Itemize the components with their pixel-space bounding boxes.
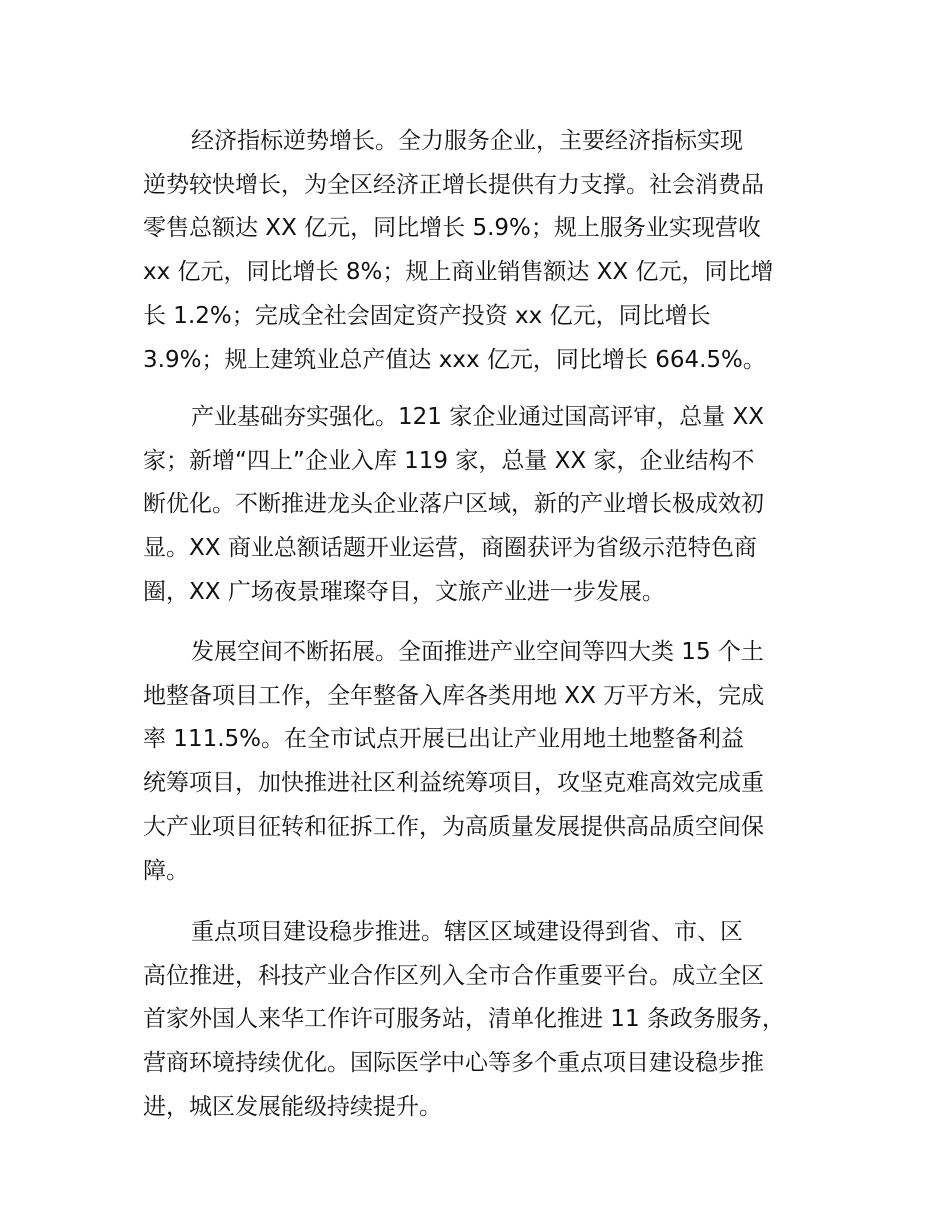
text-line: 经济指标逆势增长。全力服务企业，主要经济指标实现	[191, 128, 743, 154]
text-line: 长 1.2%；完成全社会固定资产投资 xx 亿元，同比增长	[143, 302, 711, 329]
text-line: xx 亿元，同比增长 8%；规上商业销售额达 XX 亿元，同比增	[143, 259, 774, 286]
text-line: 营商环境持续优化。国际医学中心等多个重点项目建设稳步推	[143, 1050, 764, 1077]
text-line: 重点项目建设稳步推进。辖区区域建设得到省、市、区	[191, 919, 743, 945]
text-line: 零售总额达 XX 亿元，同比增长 5.9%；规上服务业实现营收	[143, 215, 761, 242]
text-line: 产业基础夯实强化。121 家企业通过国高评审，总量 XX	[191, 404, 765, 430]
text-line: 发展空间不断拓展。全面推进产业空间等四大类 15 个土	[191, 639, 764, 665]
paragraph-economic-indicators	[143, 120, 843, 382]
text-line: 高位推进，科技产业合作区列入全市合作重要平台。成立全区	[143, 962, 764, 989]
text-line: 逆势较快增长，为全区经济正增长提供有力支撑。社会消费品	[143, 171, 764, 198]
text-line: 首家外国人来华工作许可服务站，清单化推进 11 条政务服务，	[143, 1006, 785, 1033]
paragraph-development-space	[143, 631, 843, 893]
text-line: 圈，XX 广场夜景璀璨夺目，文旅产业进一步发展。	[143, 578, 665, 605]
text-line: 显。XX 商业总额话题开业运营，商圈获评为省级示范特色商	[143, 535, 757, 562]
paragraph-industry-foundation	[143, 396, 843, 615]
text-line: 3.9%；规上建筑业总产值达 xxx 亿元，同比增长 664.5%。	[143, 346, 766, 373]
text-line: 地整备项目工作，全年整备入库各类用地 XX 万平方米，完成	[143, 682, 765, 709]
paragraph-key-projects	[143, 911, 843, 1130]
text-line: 大产业项目征转和征拆工作，为高质量发展提供高品质空间保	[143, 813, 764, 840]
text-line: 家；新增“四上”企业入库 119 家，总量 XX 家，企业结构不	[143, 447, 755, 474]
text-line: 障。	[143, 857, 189, 884]
text-line: 率 111.5%。在全市试点开展已出让产业用地土地整备利益	[143, 726, 745, 753]
text-line: 断优化。不断推进龙头企业落户区域，新的产业增长极成效初	[143, 491, 764, 518]
text-line: 统筹项目，加快推进社区利益统筹项目，攻坚克难高效完成重	[143, 770, 764, 797]
text-line: 进，城区发展能级持续提升。	[143, 1093, 442, 1120]
